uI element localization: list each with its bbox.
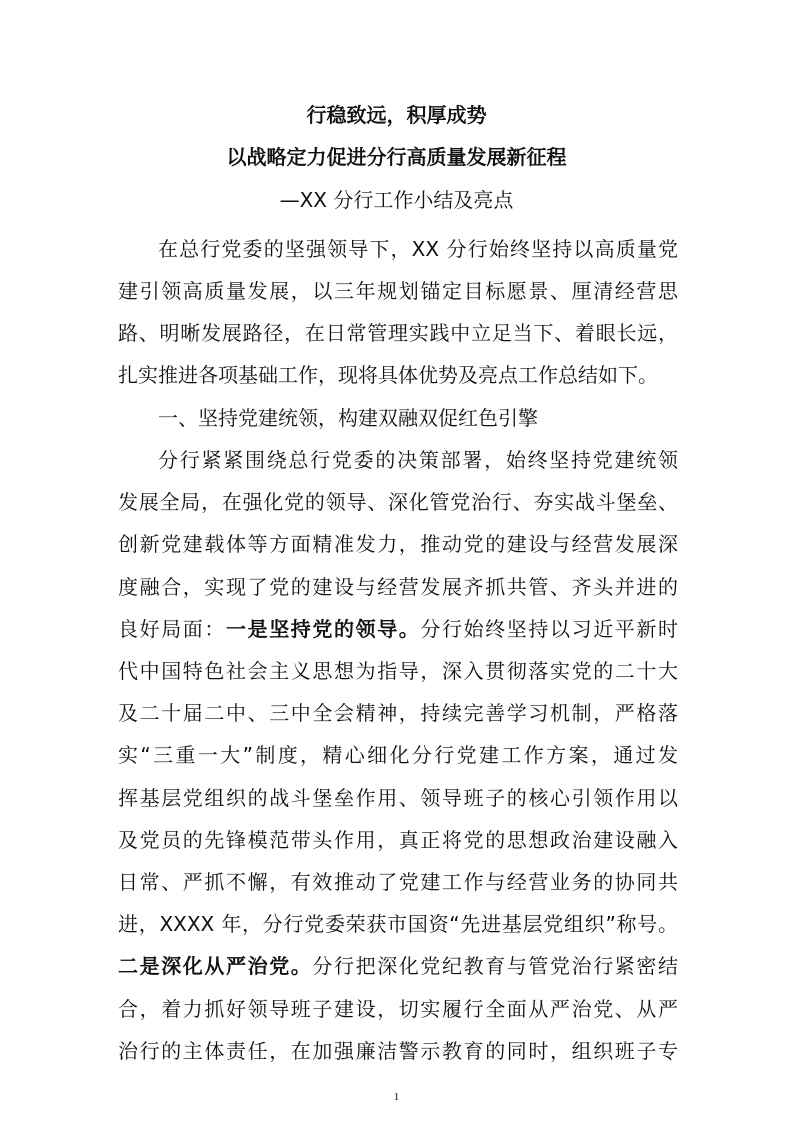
paragraph-line: 发展全局，在强化党的领导、深化管党治行、夯实战斗堡垒、 — [118, 490, 678, 514]
paragraph-line: 创新党建载体等方面精准发力，推动党的建设与经营发展深 — [118, 532, 678, 556]
page-number: 1 — [393, 1091, 400, 1103]
paragraph-line: 路、明晰发展路径，在日常管理实践中立足当下、着眼长远， — [118, 321, 678, 345]
paragraph-line: 合，着力抓好领导班子建设，切实履行全面从严治党、从严 — [118, 997, 678, 1021]
paragraph-line: 在总行党委的坚强领导下，XX 分行始终坚持以高质量党 — [158, 237, 678, 261]
paragraph-line: 及党员的先锋模范带头作用，真正将党的思想政治建设融入 — [118, 828, 678, 852]
line-text: 分行把深化党纪教育与管党治行紧密结 — [312, 954, 679, 978]
paragraph-line: 度融合，实现了党的建设与经营发展齐抓共管、齐头并进的 — [118, 575, 678, 599]
paragraph-line: 实“三重一大”制度，精心细化分行党建工作方案，通过发 — [118, 743, 678, 767]
paragraph-line: 分行紧紧围绕总行党委的决策部署，始终坚持党建统领 — [158, 448, 678, 472]
line-text: 分行始终坚持以习近平新时 — [420, 617, 679, 641]
paragraph-line — [118, 616, 678, 642]
document-caption: —XX 分行工作小结及亮点 — [279, 188, 514, 212]
bold-lead-phrase: 二是深化从严治党。 — [118, 954, 313, 978]
paragraph-line: 挥基层党组织的战斗堡垒作用、领导班子的核心引领作用以 — [118, 786, 678, 810]
line-text: 良好局面： — [118, 617, 226, 641]
paragraph-line: 及二十届二中、三中全会精神，持续完善学习机制，严格落 — [118, 701, 678, 725]
paragraph-line: 治行的主体责任，在加强廉洁警示教育的同时，组织班子专 — [118, 1039, 678, 1063]
document-title: 行稳致远，积厚成势 — [306, 103, 487, 127]
paragraph-line: 进，XXXX 年，分行党委荣获市国资“先进基层党组织”称号。 — [118, 912, 678, 936]
paragraph-line: 日常、严抓不懈，有效推动了党建工作与经营业务的协同共 — [118, 870, 678, 894]
paragraph-line: 扎实推进各项基础工作，现将具体优势及亮点工作总结如下。 — [118, 363, 658, 387]
paragraph-line: 代中国特色社会主义思想为指导，深入贯彻落实党的二十大 — [118, 659, 678, 683]
document-subtitle: 以战略定力促进分行高质量发展新征程 — [226, 145, 567, 169]
bold-lead-phrase: 一是坚持党的领导。 — [226, 617, 421, 641]
paragraph-line — [118, 953, 678, 979]
section-heading: 一、坚持党建统领，构建双融双促红色引擎 — [158, 406, 538, 430]
paragraph-line: 建引领高质量发展，以三年规划锚定目标愿景、厘清经营思 — [118, 279, 678, 303]
